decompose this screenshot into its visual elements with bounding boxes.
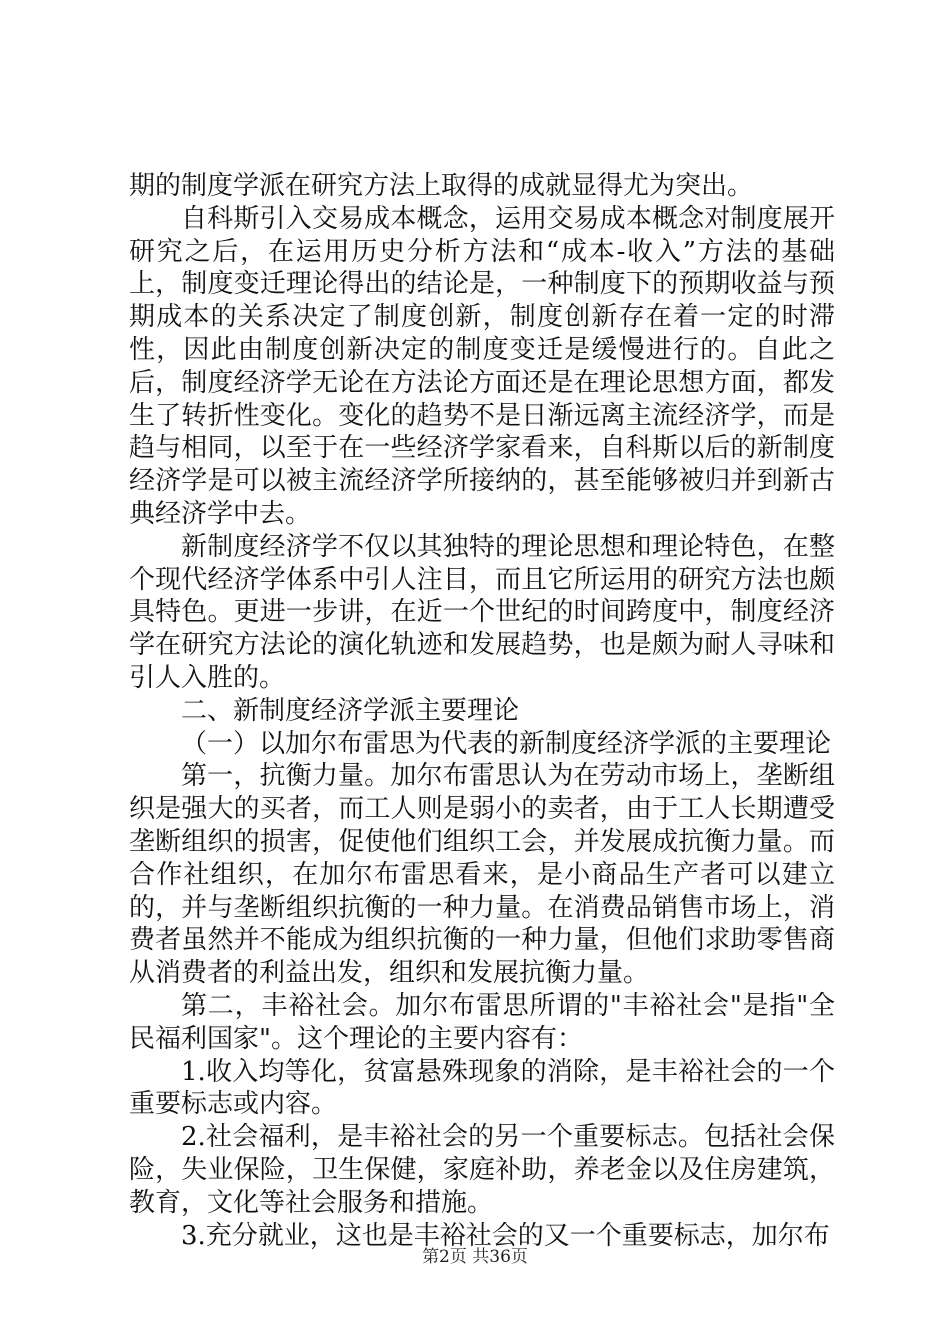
paragraph-affluent-society: 第二，丰裕社会。加尔布雷思所谓的"丰裕社会"是指"全民福利国家"。这个理论的主要内容有： [129, 990, 835, 1054]
list-item-welfare: 2.社会福利，是丰裕社会的另一个重要标志。包括社会保险，失业保险，卫生保健，家庭补助，养老金以及住房建筑，教育，文化等社会服务和措施。 [129, 1122, 835, 1218]
list-item-employment: 3.充分就业，这也是丰裕社会的又一个重要标志，加尔布 [181, 1220, 830, 1251]
subsection-heading: （一）以加尔布雷思为代表的新制度经济学派的主要理论 [181, 728, 832, 759]
paragraph-countervailing-power: 第一，抗衡力量。加尔布雷思认为在劳动市场上，垄断组织是强大的买者，而工人则是弱小的卖者，由于工人长期遭受垄断组织的损害，促使他们组织工会，并发展成抗衡力量。而合作社组织，在加尔布雷思看来，是小商品生产者可以建立的，并与垄断组织抗衡的一种力量。在消费品销售市场上，消费者虽然并不能成为组织抗衡的一种力量，但他们求助零售商从消费者的利益出发，组织和发展抗衡力量。 [129, 761, 835, 989]
paragraph-continuation: 期的制度学派在研究方法上取得的成就显得尤为突出。 [129, 171, 754, 201]
body-text [129, 170, 835, 1252]
list-item-income: 1.收入均等化，贫富悬殊现象的消除，是丰裕社会的一个重要标志或内容。 [129, 1056, 835, 1120]
section-heading: 二、新制度经济学派主要理论 [181, 695, 520, 726]
paragraph-coase: 自科斯引入交易成本概念，运用交易成本概念对制度展开研究之后，在运用历史分析方法和“成本-收入”方法的基础上，制度变迁理论得出的结论是，一种制度下的预期收益与预期成本的关系决定了制度创新，制度创新存在着一定的时滞性，因此由制度创新决定的制度变迁是缓慢进行的。自此之后，制度经济学无论在方法论方面还是在理论思想方面，都发生了转折性变化。变化的趋势不是日渐远离主流经济学，而是趋与相同，以至于在一些经济学家看来，自科斯以后的新制度经济学是可以被主流经济学所接纳的，甚至能够被归并到新古典经济学中去。 [129, 203, 835, 529]
page-footer: 第2页 共36页 [422, 1247, 528, 1267]
paragraph-method: 新制度经济学不仅以其独特的理论思想和理论特色，在整个现代经济学体系中引人注目，而且它所运用的研究方法也颇具特色。更进一步讲，在近一个世纪的时间跨度中，制度经济学在研究方法论的演化轨迹和发展趋势，也是颇为耐人寻味和引人入胜的。 [129, 531, 835, 693]
